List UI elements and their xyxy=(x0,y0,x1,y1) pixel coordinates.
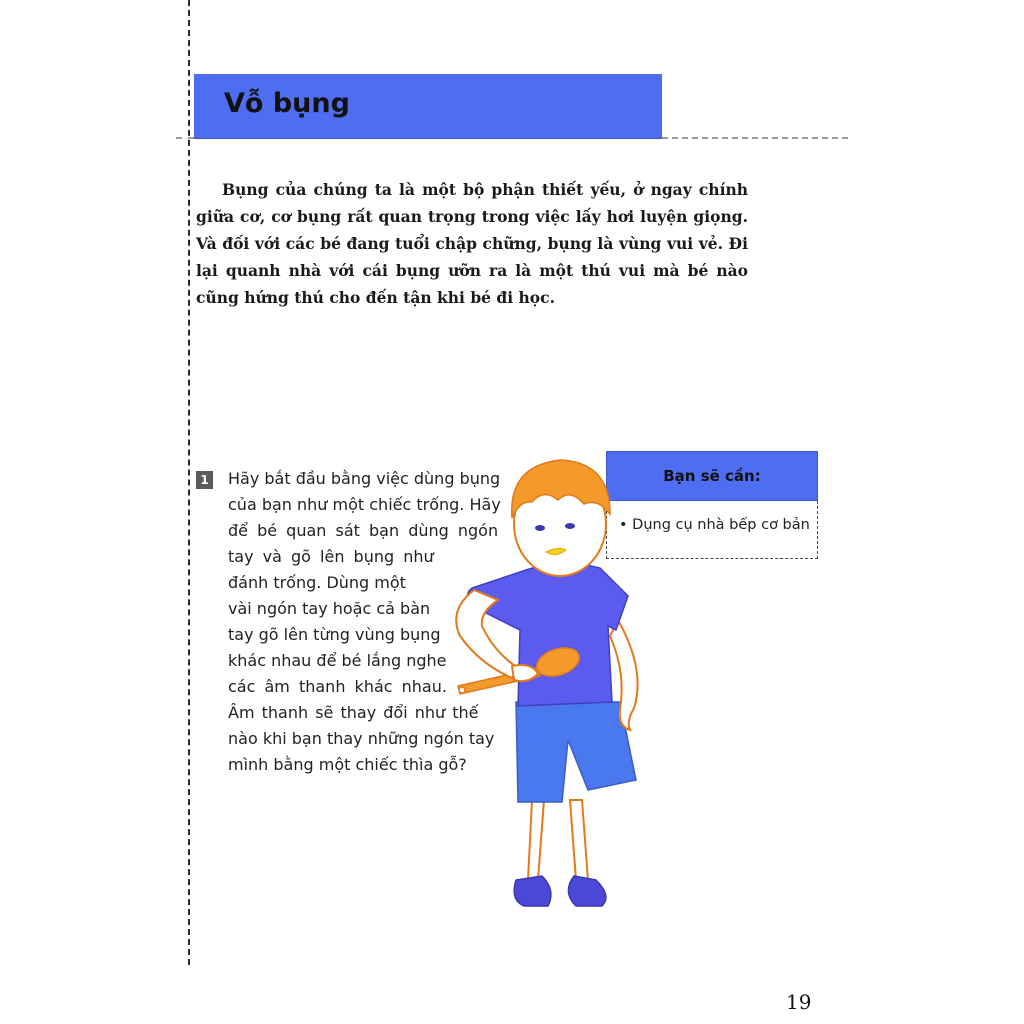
supplies-heading: Bạn sẽ cần: xyxy=(606,451,818,501)
step-text-line: Hãy bắt đầu bằng việc dùng bụng xyxy=(228,469,501,488)
step-text-line: tay và gõ lên bụng như xyxy=(228,547,434,566)
margin-dashed-line xyxy=(188,0,190,965)
supplies-item: • Dụng cụ nhà bếp cơ bản xyxy=(619,517,810,533)
page-number: 19 xyxy=(786,990,812,1014)
step-text-line: khác nhau để bé lắng nghe xyxy=(228,651,447,670)
step-text-line: các âm thanh khác nhau. xyxy=(228,677,447,696)
step-text-line: mình bằng một chiếc thìa gỗ? xyxy=(228,755,467,774)
shoes xyxy=(514,876,606,906)
header-dashed-rule-left xyxy=(176,137,194,139)
intro-paragraph: Bụng của chúng ta là một bộ phận thiết yếu, ở ngay chính giữa cơ, cơ bụng rất quan trọng trong việc lấy hơi luyện giọng. Và đối với các bé đang tuổi chập chững, bụng là vùng vui vẻ. Đi lại quanh nhà với cái bụng ưỡn ra là một thú vui mà bé nào cũng hứng thú cho đến tận khi bé đi học. xyxy=(196,180,748,307)
legs xyxy=(528,800,588,880)
step-text-line: của bạn như một chiếc trống. Hãy xyxy=(228,495,501,514)
header-dashed-rule-right xyxy=(662,137,848,139)
section-title: Vỗ bụng xyxy=(224,88,350,119)
step-text-line: tay gõ lên từng vùng bụng xyxy=(228,625,441,644)
step-text-line: để bé quan sát bạn dùng ngón xyxy=(228,521,499,540)
step-text-line: nào khi bạn thay những ngón tay xyxy=(228,729,495,748)
step-text-line: đánh trống. Dùng một xyxy=(228,573,406,592)
step-text-line: Âm thanh sẽ thay đổi như thế xyxy=(228,703,479,722)
section-title-bar xyxy=(194,74,662,138)
boy-with-wooden-spoon-illustration xyxy=(420,440,660,940)
step-text-line: vài ngón tay hoặc cả bàn xyxy=(228,599,431,618)
step-number-badge: 1 xyxy=(196,471,213,489)
shorts xyxy=(516,702,636,802)
